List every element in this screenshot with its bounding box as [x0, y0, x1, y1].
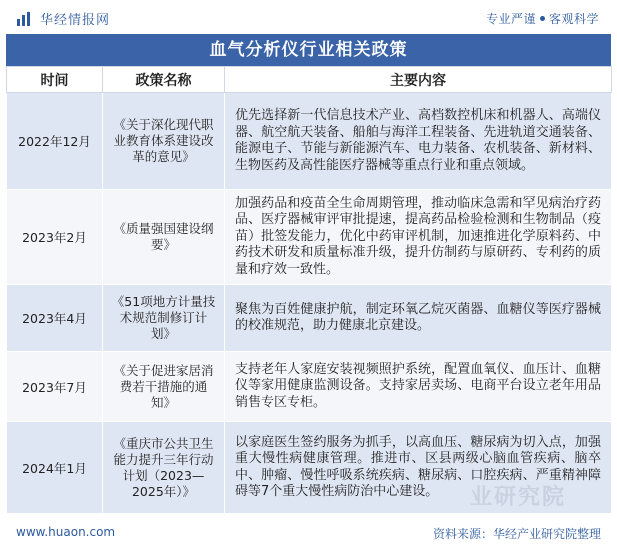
- column-header-content: 主要内容: [225, 67, 612, 93]
- footer: [0, 514, 617, 551]
- logo-text: 华经情报网: [40, 13, 111, 28]
- row-date: 2024年1月: [7, 422, 103, 514]
- footer-url[interactable]: www.huaon.com: [16, 525, 116, 539]
- row-content: 以家庭医生签约服务为抓手，以高血压、糖尿病为切入点，加强重大慢性病健康管理。推进市、区县两级心脑血管疾病、脑卒中、肿瘤、慢性呼吸系统疾病、糖尿病、口腔疾病、严重精神障碍等7个重大慢性病防治中心建设。: [225, 422, 612, 514]
- policy-table: [6, 66, 612, 514]
- column-header-date: 时间: [7, 67, 103, 93]
- footer-source: 资料来源：华经产业研究院整理: [432, 527, 601, 541]
- table-title: 血气分析仪行业相关政策: [6, 34, 611, 66]
- slogan-right: 客观科学: [548, 12, 599, 26]
- table-row: [7, 285, 612, 352]
- row-policy-name: 《重庆市公共卫生能力提升三年行动计划（2023—2025年）》: [103, 422, 225, 514]
- row-content: 支持老年人家庭安装视频照护系统，配置血氧仪、血压计、血糖仪等家用健康监测设备。支持家居卖场、电商平台设立老年用品销售专区专柜。: [225, 352, 612, 422]
- dot-icon: [540, 16, 545, 21]
- table-row: [7, 190, 612, 285]
- table-row: [7, 352, 612, 422]
- row-policy-name: 《关于深化现代职业教育体系建设改革的意见》: [103, 93, 225, 190]
- row-policy-name: 《51项地方计量技术规范制修订计划》: [103, 285, 225, 352]
- table-row: [7, 93, 612, 190]
- policy-table-frame: [6, 34, 611, 514]
- row-content: 聚焦为百姓健康护航，制定环氧乙烷灭菌器、血糖仪等医疗器械的校准规范，助力健康北京建设。: [225, 285, 612, 352]
- slogan: [486, 10, 599, 27]
- column-header-name: 政策名称: [103, 67, 225, 93]
- logo: [16, 9, 110, 28]
- top-bar: [0, 0, 617, 34]
- row-policy-name: 《质量强国建设纲要》: [103, 190, 225, 285]
- row-date: 2022年12月: [7, 93, 103, 190]
- row-date: 2023年2月: [7, 190, 103, 285]
- row-date: 2023年7月: [7, 352, 103, 422]
- slogan-left: 专业严谨: [485, 12, 536, 26]
- table-header-row: [7, 67, 612, 93]
- row-policy-name: 《关于促进家居消费若干措施的通知》: [103, 352, 225, 422]
- logo-icon: [16, 11, 34, 27]
- row-content: 加强药品和疫苗全生命周期管理，推动临床急需和罕见病治疗药品、医疗器械审评审批提速，提高药品检验检测和生物制品（疫苗）批签发能力，优化中药审评机制，加速推进化学原料药、中药技术研发和质量标准升级，提升仿制药与原研药、专利药的质量和疗效一致性。: [225, 190, 612, 285]
- row-date: 2023年4月: [7, 285, 103, 352]
- watermark: 业研究院: [470, 485, 567, 510]
- row-content: 优先选择新一代信息技术产业、高档数控机床和机器人、高端仪器、航空航天装备、船舶与海洋工程装备、先进轨道交通装备、能源电子、节能与新能源汽车、电力装备、农机装备、新材料、生物医药及高性能医疗器械等重点行业和重点领域。: [225, 93, 612, 190]
